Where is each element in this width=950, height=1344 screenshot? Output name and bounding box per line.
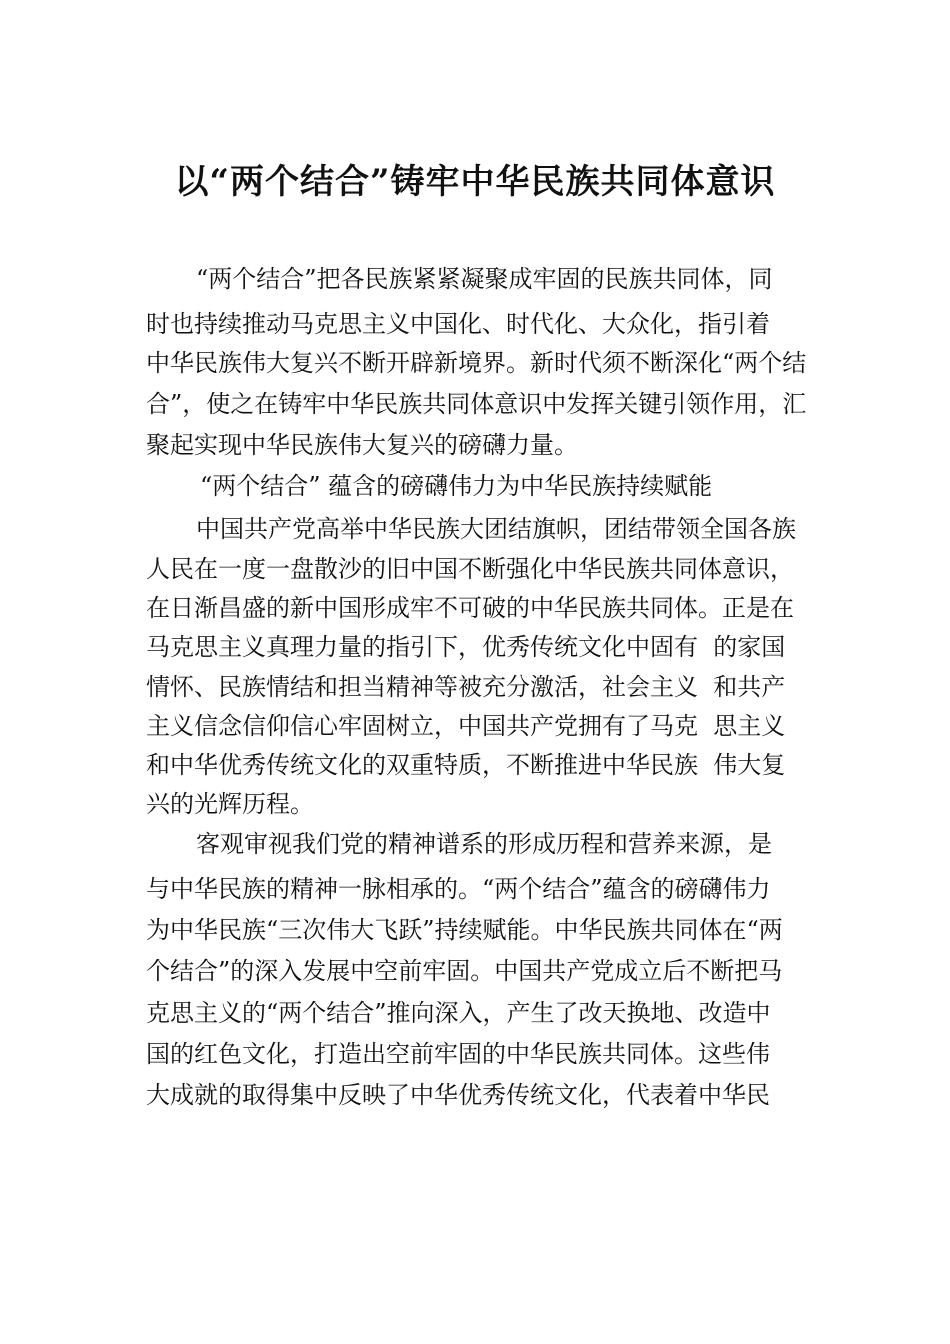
body-line: 中华民族伟大复兴不断开辟新境界。新时代须不断深化“两个结 [146,349,807,377]
body-line: 情怀、民族情结和担当精神等被充分激活，社会主义 和共产 [146,673,786,701]
body-line: 大成就的取得集中反映了中华优秀传统文化，代表着中华民 [146,1081,770,1109]
body-line: 合”，使之在铸牢中华民族共同体意识中发挥关键引领作用，汇 [146,390,807,418]
body-line: 人民在一度一盘散沙的旧中国不断强化中华民族共同体意识， [146,555,794,583]
body-line: 国的红色文化，打造出空前牢固的中华民族共同体。这些伟 [146,1040,770,1068]
body-line: 与中华民族的精神一脉相承的。“两个结合”蕴含的磅礴伟力 [146,875,771,903]
body-line: 兴的光辉历程。 [146,790,314,818]
body-line: 时也持续推动马克思主义中国化、时代化、大众化，指引着 [146,310,770,338]
body-line: 主义信念信仰信心牢固树立，中国共产党拥有了马克 思主义 [146,712,786,740]
body-line: 聚起实现中华民族伟大复兴的磅礴力量。 [146,431,578,459]
document-title: 以“两个结合”铸牢中华民族共同体意识 [174,162,776,202]
body-line: 和中华优秀传统文化的双重特质，不断推进中华民族 伟大复 [146,751,786,779]
body-line: 为中华民族“三次伟大飞跃”持续赋能。中华民族共同体在“两 [146,916,783,944]
body-line: 马克思主义真理力量的指引下，优秀传统文化中固有 的家国 [146,633,786,661]
section-heading: “两个结合” 蕴含的磅礴伟力为中华民族持续赋能 [200,472,713,500]
body-line: 在日渐昌盛的新中国形成牢不可破的中华民族共同体。正是在 [146,594,794,622]
body-line: “两个结合”把各民族紧紧凝聚成牢固的民族共同体，同 [196,265,773,293]
body-line: 客观审视我们党的精神谱系的形成历程和营养来源，是 [196,830,772,858]
body-line: 克思主义的“两个结合”推向深入，产生了改天换地、改造中 [146,999,771,1027]
body-line: 个结合”的深入发展中空前牢固。中国共产党成立后不断把马 [146,957,783,985]
body-line: 中国共产党高举中华民族大团结旗帜，团结带领全国各族 [196,515,796,543]
